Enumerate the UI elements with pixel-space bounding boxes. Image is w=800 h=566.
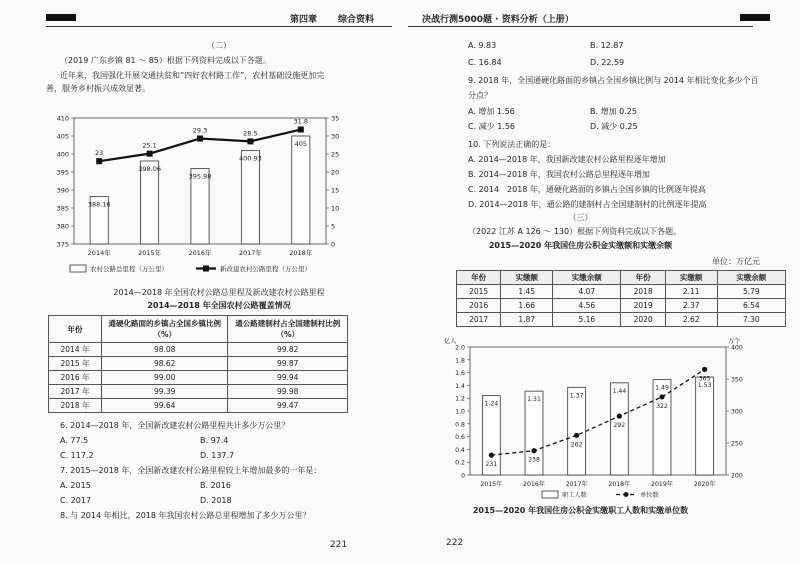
bar-value-label: 398.06	[138, 164, 161, 173]
right-axis-tick-label: 15	[331, 186, 340, 195]
q9-option-a[interactable]: A. 增加 1.56	[468, 107, 515, 116]
intro-line-2: 善，服务乡村振兴成效显著。	[46, 84, 150, 93]
col-header-contribution: 实缴额	[501, 271, 553, 285]
q6-option-a[interactable]: A. 77.5	[60, 436, 89, 445]
header-chapter: 第四章	[290, 15, 318, 25]
line-marker	[574, 433, 579, 438]
x-axis-tick-label: 2019年	[651, 481, 673, 488]
left-axis-tick-label: 1.6	[455, 370, 465, 378]
line-value-label: 322	[656, 402, 668, 410]
line-value-label: 262	[570, 441, 583, 449]
plot-frame	[470, 347, 726, 475]
x-axis-tick-label: 2017年	[238, 249, 262, 257]
line-value-label: 29.3	[192, 126, 208, 135]
left-axis-tick-label: 385	[56, 204, 69, 213]
right-axis-tick-label: 250	[731, 440, 743, 448]
right-axis-tick-label: 350	[731, 376, 743, 384]
line-value-label: 25.1	[142, 141, 157, 150]
intro-line-1: 近年来，我国强化开展交通扶贫和“四好农村路工作”，农村基础设施更加完	[60, 71, 325, 80]
right-axis-tick-label: 10	[331, 204, 340, 213]
col-header-year: 年份	[457, 271, 501, 285]
left-axis-tick-label: 0	[461, 472, 465, 480]
line-marker	[489, 453, 494, 458]
table-row: 2017 1.87 5.16 2020 2.62 7.30	[457, 313, 786, 327]
bar-value-label: 388.16	[87, 200, 111, 209]
q10-stem: 10. 下列说法正确的是：	[468, 140, 556, 149]
bar-value-label: 1.37	[569, 392, 584, 400]
x-axis-tick-label: 2016年	[188, 249, 212, 257]
col-header-village: 通公路建制村占全国建制村比例（%）	[228, 316, 348, 343]
line-marker	[197, 136, 203, 142]
right-axis-tick-label: 300	[731, 408, 743, 416]
q6-option-b[interactable]: B. 97.4	[200, 436, 229, 445]
table-row: 2015 1.45 4.07 2018 2.11 5.79	[457, 285, 786, 299]
q9-option-b[interactable]: B. 增加 0.25	[590, 107, 637, 116]
line-value-label: 231	[485, 461, 498, 469]
line-marker	[96, 158, 102, 164]
left-axis-tick-label: 1.8	[455, 357, 465, 365]
left-axis-tick-label: 405	[56, 132, 69, 141]
right-axis-tick-label: 5	[331, 222, 336, 231]
legend-line-marker	[624, 492, 629, 497]
x-axis-tick-label: 2018年	[289, 249, 313, 257]
legend-bar-label: 农村公路总里程（万公里）	[90, 265, 168, 273]
bar	[241, 151, 259, 244]
line-value-label: 292	[613, 422, 626, 430]
line-marker	[531, 448, 536, 453]
q8-option-b[interactable]: B. 12.87	[590, 41, 624, 50]
q9-stem-1: 9. 2018 年，全国通硬化路面的乡镇占全国乡镇比例与 2014 年相比变化多少个百	[468, 76, 759, 85]
legend-line-label: 单位数	[640, 492, 659, 499]
legend-bar-swatch	[542, 491, 558, 498]
left-axis-tick-label: 1.4	[455, 382, 465, 390]
left-axis-tick-label: 1.0	[455, 408, 465, 416]
chart2-title: 2015—2020 年我国住房公积金实缴职工人数和实缴单位数	[472, 506, 689, 515]
bar	[141, 161, 159, 244]
q8-option-a[interactable]: A. 9.83	[468, 41, 497, 50]
line-value-label: 23	[95, 149, 104, 158]
table-row: 2015 年 98.62 99.87	[49, 357, 348, 371]
q7-stem: 7. 2015—2018 年，全国新改建农村公路里程较上年增加最多的一年是：	[60, 466, 322, 475]
q8-option-d[interactable]: D. 22.59	[590, 58, 625, 67]
header-marker	[740, 14, 770, 21]
chart1-title: 2014—2018 年全国农村公路总里程及新改建农村公路里程	[113, 288, 325, 297]
q6-stem: 6. 2014—2018 年，全国新改建农村公路里程共计多少万公里？	[60, 421, 290, 430]
table2-title: 2015—2020 年我国住房公积金实缴额和实缴余额	[488, 241, 673, 250]
table-row: 2016 1.66 4.56 2019 2.37 6.54	[457, 299, 786, 313]
q8-option-c[interactable]: C. 16.84	[468, 58, 502, 67]
x-axis-tick-label: 2014年	[87, 249, 111, 257]
line-marker	[247, 138, 253, 144]
page-number: 221	[330, 540, 348, 550]
bar-value-label: 405	[294, 140, 308, 148]
col-header-balance: 实缴余额	[553, 271, 621, 285]
bar	[568, 387, 586, 475]
page-number: 222	[446, 538, 464, 548]
table2-unit: 单位：万亿元	[712, 257, 760, 266]
line-value-label: 238	[528, 456, 540, 464]
table-row: 2014 年 98.08 99.82	[49, 343, 348, 357]
line-value-label: 28.5	[243, 129, 258, 138]
left-axis-tick-label: 2.0	[455, 344, 465, 352]
x-axis-tick-label: 2017年	[565, 481, 588, 488]
right-axis-tick-label: 35	[331, 114, 340, 123]
bar-value-label: 395.98	[188, 172, 212, 181]
q10-option-b[interactable]: B. 2014—2018 年，我国农村公路总里程逐年增加	[468, 170, 650, 179]
table1-title: 2014—2018 年全国农村公路覆盖情况	[147, 301, 291, 310]
bar-value-label: 1.49	[655, 384, 669, 392]
q9-option-d[interactable]: D. 减少 0.25	[590, 122, 638, 131]
q9-stem-2: 分点？	[468, 91, 492, 100]
x-axis-tick-label: 2018年	[608, 481, 631, 488]
right-axis-tick-label: 200	[731, 472, 743, 480]
header-section: 综合资料	[338, 15, 375, 25]
col-header-balance-2: 实缴余额	[717, 271, 785, 285]
line-value-label: 31.8	[293, 117, 309, 126]
left-axis-tick-label: 1.2	[455, 395, 465, 403]
left-axis-tick-label: 0.8	[455, 421, 465, 429]
right-axis-tick-label: 25	[331, 150, 340, 159]
bar	[292, 136, 310, 244]
x-axis-tick-label: 2015年	[138, 249, 162, 257]
table-row: 2017 年 99.39 99.98	[49, 385, 348, 399]
q10-option-c[interactable]: C. 2014 2018 年，通硬化路面的乡镇占全国乡镇的比例逐年提高	[468, 185, 706, 194]
housing-fund-table	[456, 270, 786, 327]
road-mileage-chart	[40, 110, 360, 280]
q10-option-d[interactable]: D. 2014—2018 年，通公路的建制村占全国建制村的比例逐年提高	[468, 200, 707, 209]
left-axis-tick-label: 400	[56, 150, 69, 159]
right-axis-tick-label: 0	[331, 240, 336, 249]
col-header-year-2: 年份	[621, 271, 665, 285]
rural-road-coverage-table	[48, 315, 348, 413]
table-row: 2016 年 99.00 99.94	[49, 371, 348, 385]
left-axis-tick-label: 0.4	[455, 446, 465, 454]
header-marker	[46, 14, 76, 21]
legend-line-label: 新改建农村公路里程（万公里）	[220, 265, 311, 273]
right-page	[400, 0, 800, 566]
left-axis-tick-label: 410	[56, 114, 69, 123]
table-row: 2018 年 99.64 99.47	[49, 399, 348, 413]
line-marker	[298, 127, 304, 133]
legend-line-marker	[203, 266, 209, 272]
q7-option-d[interactable]: D. 2018	[200, 496, 232, 505]
section-label: （二）	[207, 41, 231, 50]
q7-option-b[interactable]: B. 2016	[200, 481, 231, 490]
housing-fund-chart	[430, 333, 760, 503]
bar	[653, 380, 671, 475]
line-marker	[617, 414, 622, 419]
q7-option-c[interactable]: C. 2017	[60, 496, 92, 505]
left-axis-tick-label: 0.2	[455, 459, 465, 467]
section-label: （三）	[568, 213, 593, 222]
left-axis-tick-label: 0.6	[455, 434, 465, 442]
right-axis-label: 万个	[728, 338, 741, 345]
source-line: （2022 江苏 A 126 ～ 130）根据下列资料完成以下各题。	[468, 227, 682, 236]
legend-bar-label: 职工人数	[562, 492, 587, 499]
x-axis-tick-label: 2020年	[693, 481, 716, 488]
line-value-label: 365	[698, 375, 711, 383]
bar-value-label: 1.44	[612, 387, 627, 395]
legend-bar-swatch	[70, 265, 86, 272]
col-header-year: 年份	[49, 316, 102, 343]
x-axis-tick-label: 2016年	[523, 481, 545, 488]
bar	[696, 377, 714, 475]
left-axis-tick-label: 380	[56, 222, 69, 231]
bar-value-label: 1.53	[697, 382, 712, 390]
left-axis-tick-label: 390	[56, 186, 69, 195]
q6-option-d[interactable]: D. 137.7	[200, 451, 235, 460]
col-header-township: 通硬化路面的乡镇占全国乡镇比例（%）	[102, 316, 228, 343]
line-marker	[702, 367, 707, 372]
source-line: （2019 广东乡镇 81 ～ 85）根据下列资料完成以下各题。	[60, 56, 271, 65]
left-axis-label: 亿人	[444, 338, 457, 345]
line-marker	[659, 394, 664, 399]
left-axis-tick-label: 375	[56, 240, 69, 249]
x-axis-tick-label: 2015年	[480, 481, 503, 488]
q9-option-c[interactable]: C. 减少 1.56	[468, 122, 516, 131]
header-book: 决战行测5000题 · 资料分析（上册）	[422, 15, 574, 25]
q6-option-c[interactable]: C. 117.2	[60, 451, 94, 460]
line-series	[491, 369, 704, 455]
q10-option-a[interactable]: A. 2014—2018 年，我国新改建农村公路里程逐年增加	[468, 155, 666, 164]
left-axis-tick-label: 395	[56, 168, 69, 177]
bar-value-label: 1.24	[484, 400, 499, 408]
q8-stem: 8. 与 2014 年相比，2018 年我国农村公路总里程增加了多少万公里？	[60, 511, 311, 520]
q7-option-a[interactable]: A. 2015	[60, 481, 91, 490]
line-marker	[147, 151, 153, 157]
bar-value-label: 400.93	[239, 154, 262, 163]
right-axis-tick-label: 20	[331, 168, 340, 177]
col-header-contribution-2: 实缴额	[665, 271, 717, 285]
right-axis-tick-label: 30	[331, 132, 340, 141]
bar-value-label: 1.31	[527, 396, 541, 404]
right-axis-tick-label: 400	[731, 344, 743, 352]
